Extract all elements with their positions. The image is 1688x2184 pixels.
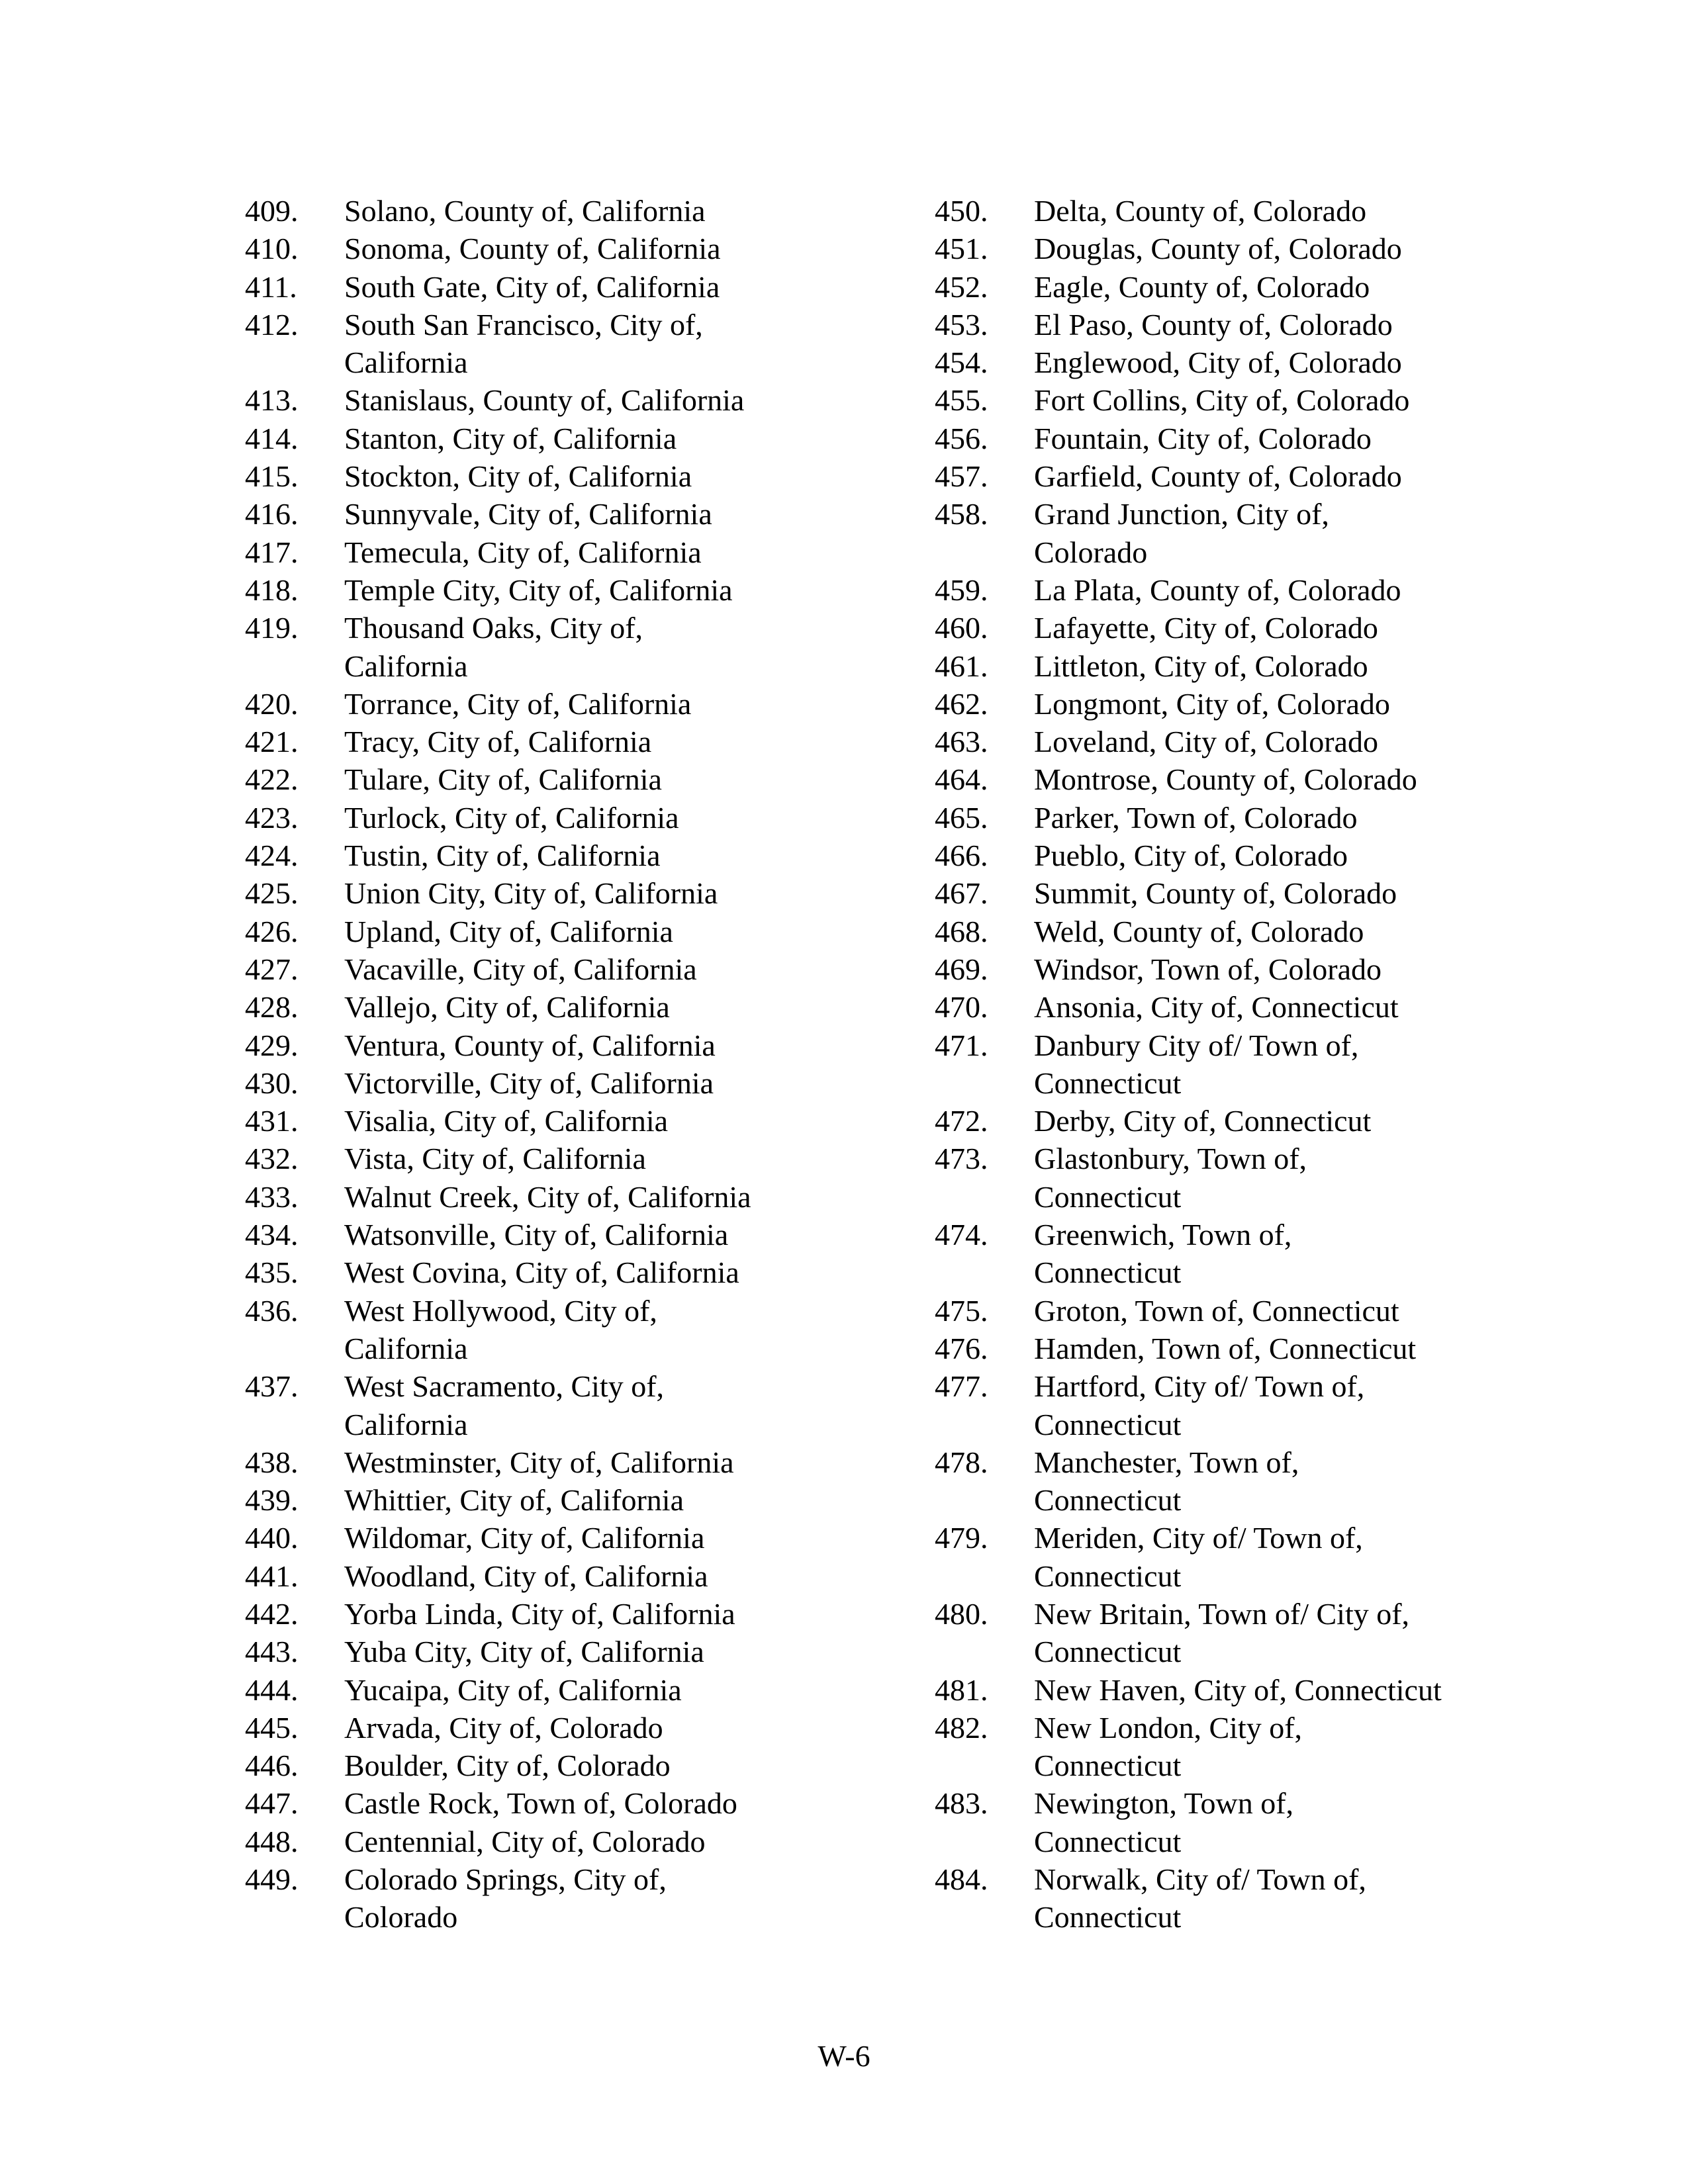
- list-item: [245, 1709, 827, 1747]
- list-item: [245, 1671, 827, 1709]
- list-item: [245, 1747, 827, 1784]
- item-number: 412.: [245, 307, 299, 341]
- list-item: [245, 1595, 827, 1633]
- item-text: Upland, City of, California: [344, 914, 673, 948]
- item-number: 425.: [245, 876, 299, 911]
- list-item: [935, 420, 1517, 457]
- list-item: [245, 760, 827, 798]
- list-item: [935, 1671, 1517, 1709]
- list-item: [935, 837, 1517, 874]
- item-text: New Haven, City of, Connecticut: [1034, 1672, 1442, 1707]
- item-text: Vacaville, City of, California: [344, 952, 697, 986]
- item-number: 431.: [245, 1104, 299, 1138]
- item-text: Summit, County of, Colorado: [1034, 876, 1397, 911]
- list-item: [245, 1633, 827, 1670]
- item-text: Manchester, Town of, Connecticut: [1034, 1445, 1299, 1518]
- item-text: Montrose, County of, Colorado: [1034, 762, 1417, 797]
- item-text: Sunnyvale, City of, California: [344, 497, 712, 531]
- item-number: 470.: [935, 990, 988, 1024]
- item-number: 411.: [245, 269, 297, 304]
- item-number: 473.: [935, 1142, 988, 1176]
- item-number: 449.: [245, 1862, 299, 1897]
- list-item: [245, 988, 827, 1026]
- item-text: Arvada, City of, Colorado: [344, 1710, 663, 1745]
- item-text: Ventura, County of, California: [344, 1028, 716, 1062]
- list-item: [245, 1481, 827, 1519]
- item-number: 445.: [245, 1710, 299, 1745]
- item-text: Glastonbury, Town of, Connecticut: [1034, 1142, 1307, 1214]
- item-number: 436.: [245, 1293, 299, 1328]
- list-item: [245, 1367, 827, 1443]
- item-text: West Sacramento, City of, California: [344, 1369, 665, 1441]
- item-text: Centennial, City of, Colorado: [344, 1824, 706, 1858]
- item-number: 415.: [245, 459, 299, 494]
- item-number: 422.: [245, 762, 299, 797]
- item-text: Victorville, City of, California: [344, 1066, 714, 1100]
- item-number: 448.: [245, 1824, 299, 1858]
- item-text: Wildomar, City of, California: [344, 1521, 705, 1555]
- item-text: El Paso, County of, Colorado: [1034, 307, 1393, 341]
- item-number: 438.: [245, 1445, 299, 1479]
- list-item: [245, 1557, 827, 1595]
- list-item: [245, 1178, 827, 1216]
- item-number: 432.: [245, 1142, 299, 1176]
- item-number: 484.: [935, 1862, 988, 1897]
- list-item: [935, 1595, 1517, 1671]
- item-number: 444.: [245, 1672, 299, 1707]
- item-number: 414.: [245, 421, 299, 455]
- item-text: Hartford, City of/ Town of, Connecticut: [1034, 1369, 1365, 1441]
- list-item: [935, 1784, 1517, 1860]
- item-number: 483.: [935, 1786, 988, 1821]
- item-text: Danbury City of/ Town of, Connecticut: [1034, 1028, 1359, 1100]
- list-item: [245, 837, 827, 874]
- list-item: [245, 1216, 827, 1253]
- item-number: 439.: [245, 1483, 299, 1518]
- list-item: [245, 950, 827, 988]
- item-text: Solano, County of, California: [344, 194, 706, 228]
- list-item: [935, 723, 1517, 760]
- item-text: Tracy, City of, California: [344, 725, 652, 759]
- item-text: New Britain, Town of/ City of, Connecticut: [1034, 1596, 1410, 1669]
- list-item: [935, 1519, 1517, 1595]
- item-text: Weld, County of, Colorado: [1034, 914, 1364, 948]
- item-text: Lafayette, City of, Colorado: [1034, 611, 1378, 645]
- item-number: 462.: [935, 686, 988, 721]
- item-text: Ansonia, City of, Connecticut: [1034, 990, 1399, 1024]
- item-text: Stockton, City of, California: [344, 459, 692, 494]
- item-text: South Gate, City of, California: [344, 269, 720, 304]
- list-item: [935, 495, 1517, 571]
- list-item: [245, 1292, 827, 1368]
- item-text: Fort Collins, City of, Colorado: [1034, 383, 1410, 418]
- list-item: [245, 230, 827, 267]
- item-number: 466.: [935, 839, 988, 873]
- item-text: Groton, Town of, Connecticut: [1034, 1293, 1399, 1328]
- item-text: La Plata, County of, Colorado: [1034, 572, 1401, 607]
- item-number: 447.: [245, 1786, 299, 1821]
- list-item: [935, 760, 1517, 798]
- item-number: 469.: [935, 952, 988, 986]
- item-text: Newington, Town of, Connecticut: [1034, 1786, 1294, 1858]
- item-number: 410.: [245, 232, 299, 266]
- item-text: Windsor, Town of, Colorado: [1034, 952, 1382, 986]
- item-text: Loveland, City of, Colorado: [1034, 725, 1378, 759]
- item-number: 441.: [245, 1559, 299, 1593]
- item-text: Norwalk, City of/ Town of, Connecticut: [1034, 1862, 1366, 1934]
- list-item: [935, 268, 1517, 306]
- item-number: 419.: [245, 611, 299, 645]
- item-text: Yucaipa, City of, California: [344, 1672, 682, 1707]
- list-item: [245, 1823, 827, 1860]
- item-number: 452.: [935, 269, 988, 304]
- item-text: Colorado Springs, City of, Colorado: [344, 1862, 667, 1934]
- item-number: 418.: [245, 572, 299, 607]
- item-number: 478.: [935, 1445, 988, 1479]
- list-item: [935, 874, 1517, 912]
- item-text: Union City, City of, California: [344, 876, 718, 911]
- item-number: 450.: [935, 194, 988, 228]
- item-number: 428.: [245, 990, 299, 1024]
- item-text: Fountain, City of, Colorado: [1034, 421, 1372, 455]
- item-text: Temple City, City of, California: [344, 572, 733, 607]
- item-number: 482.: [935, 1710, 988, 1745]
- item-number: 468.: [935, 914, 988, 948]
- item-number: 420.: [245, 686, 299, 721]
- item-text: Woodland, City of, California: [344, 1559, 708, 1593]
- list-item: [935, 988, 1517, 1026]
- item-number: 446.: [245, 1749, 299, 1783]
- item-number: 433.: [245, 1179, 299, 1214]
- list-item: [935, 192, 1517, 230]
- item-text: Thousand Oaks, City of, California: [344, 611, 643, 683]
- item-text: Parker, Town of, Colorado: [1034, 800, 1358, 835]
- list-item: [245, 1102, 827, 1140]
- list-item: [935, 381, 1517, 419]
- item-text: Greenwich, Town of, Connecticut: [1034, 1218, 1292, 1290]
- item-text: New London, City of, Connecticut: [1034, 1710, 1303, 1783]
- list-item: [245, 306, 827, 382]
- item-number: 417.: [245, 535, 299, 569]
- list-item: [245, 1443, 827, 1481]
- item-text: Douglas, County of, Colorado: [1034, 232, 1402, 266]
- item-text: Littleton, City of, Colorado: [1034, 649, 1368, 683]
- list-item: [245, 1860, 827, 1936]
- item-number: 443.: [245, 1635, 299, 1669]
- item-text: Longmont, City of, Colorado: [1034, 686, 1390, 721]
- item-number: 424.: [245, 839, 299, 873]
- item-number: 426.: [245, 914, 299, 948]
- item-number: 458.: [935, 497, 988, 531]
- item-text: West Covina, City of, California: [344, 1255, 739, 1290]
- item-number: 460.: [935, 611, 988, 645]
- item-number: 481.: [935, 1672, 988, 1707]
- item-text: Yuba City, City of, California: [344, 1635, 704, 1669]
- list-item: [245, 1026, 827, 1064]
- list-item: [245, 1784, 827, 1822]
- item-text: Meriden, City of/ Town of, Connecticut: [1034, 1521, 1363, 1593]
- item-number: 421.: [245, 725, 299, 759]
- list-item: [935, 343, 1517, 381]
- item-number: 477.: [935, 1369, 988, 1404]
- list-item: [245, 913, 827, 950]
- item-text: Boulder, City of, Colorado: [344, 1749, 671, 1783]
- list-item: [245, 723, 827, 760]
- list-item: [935, 1367, 1517, 1443]
- item-number: 453.: [935, 307, 988, 341]
- item-text: Westminster, City of, California: [344, 1445, 734, 1479]
- item-number: 464.: [935, 762, 988, 797]
- list-item: [935, 1330, 1517, 1367]
- list-item: [245, 457, 827, 495]
- item-text: Englewood, City of, Colorado: [1034, 345, 1402, 380]
- list-item: [245, 192, 827, 230]
- list-item: [245, 1519, 827, 1557]
- item-text: Grand Junction, City of, Colorado: [1034, 497, 1329, 569]
- item-number: 423.: [245, 800, 299, 835]
- list-item: [245, 571, 827, 609]
- list-item: [935, 1216, 1517, 1292]
- list-item: [935, 950, 1517, 988]
- item-number: 456.: [935, 421, 988, 455]
- item-text: Sonoma, County of, California: [344, 232, 721, 266]
- left-column-list: [245, 192, 827, 1936]
- list-item: [245, 381, 827, 419]
- item-number: 479.: [935, 1521, 988, 1555]
- item-number: 427.: [245, 952, 299, 986]
- item-text: Vallejo, City of, California: [344, 990, 670, 1024]
- list-item: [245, 1140, 827, 1177]
- list-item: [245, 609, 827, 685]
- item-number: 463.: [935, 725, 988, 759]
- item-text: Hamden, Town of, Connecticut: [1034, 1331, 1417, 1365]
- list-item: [935, 799, 1517, 837]
- item-number: 434.: [245, 1218, 299, 1252]
- item-number: 416.: [245, 497, 299, 531]
- item-number: 461.: [935, 649, 988, 683]
- list-item: [935, 1026, 1517, 1103]
- item-text: Temecula, City of, California: [344, 535, 702, 569]
- item-text: Watsonville, City of, California: [344, 1218, 729, 1252]
- item-number: 459.: [935, 572, 988, 607]
- item-number: 429.: [245, 1028, 299, 1062]
- page-number: W-6: [818, 2039, 870, 2073]
- item-number: 435.: [245, 1255, 299, 1290]
- list-item: [245, 1064, 827, 1102]
- item-number: 451.: [935, 232, 988, 266]
- item-text: Castle Rock, Town of, Colorado: [344, 1786, 737, 1821]
- list-item: [935, 647, 1517, 685]
- item-text: Tustin, City of, California: [344, 839, 661, 873]
- item-number: 413.: [245, 383, 299, 418]
- item-text: Pueblo, City of, Colorado: [1034, 839, 1348, 873]
- list-item: [245, 495, 827, 533]
- item-number: 471.: [935, 1028, 988, 1062]
- item-number: 442.: [245, 1596, 299, 1631]
- item-text: Walnut Creek, City of, California: [344, 1179, 751, 1214]
- item-number: 409.: [245, 194, 299, 228]
- list-item: [245, 420, 827, 457]
- list-item: [935, 457, 1517, 495]
- item-number: 474.: [935, 1218, 988, 1252]
- item-number: 430.: [245, 1066, 299, 1100]
- right-column-list: [935, 192, 1517, 1936]
- item-text: Stanton, City of, California: [344, 421, 677, 455]
- list-item: [245, 874, 827, 912]
- list-item: [245, 1253, 827, 1291]
- list-item: [935, 306, 1517, 343]
- item-text: Stanislaus, County of, California: [344, 383, 745, 418]
- item-text: South San Francisco, City of, California: [344, 307, 703, 380]
- list-item: [245, 268, 827, 306]
- list-item: [245, 533, 827, 571]
- item-text: Vista, City of, California: [344, 1142, 646, 1176]
- list-item: [935, 1140, 1517, 1216]
- item-number: 455.: [935, 383, 988, 418]
- item-number: 476.: [935, 1331, 988, 1365]
- item-text: Visalia, City of, California: [344, 1104, 669, 1138]
- list-item: [935, 1709, 1517, 1785]
- list-item: [935, 1292, 1517, 1330]
- item-text: Tulare, City of, California: [344, 762, 662, 797]
- item-number: 454.: [935, 345, 988, 380]
- list-item: [935, 1443, 1517, 1520]
- item-number: 457.: [935, 459, 988, 494]
- item-text: Garfield, County of, Colorado: [1034, 459, 1402, 494]
- item-number: 480.: [935, 1596, 988, 1631]
- item-text: Eagle, County of, Colorado: [1034, 269, 1370, 304]
- list-item: [245, 799, 827, 837]
- item-number: 440.: [245, 1521, 299, 1555]
- list-item: [935, 609, 1517, 647]
- item-text: Derby, City of, Connecticut: [1034, 1104, 1372, 1138]
- item-text: Delta, County of, Colorado: [1034, 194, 1367, 228]
- list-item: [935, 230, 1517, 267]
- item-text: Turlock, City of, California: [344, 800, 679, 835]
- item-text: Yorba Linda, City of, California: [344, 1596, 735, 1631]
- item-number: 472.: [935, 1104, 988, 1138]
- item-text: Whittier, City of, California: [344, 1483, 684, 1518]
- list-item: [935, 685, 1517, 723]
- item-text: West Hollywood, City of, California: [344, 1293, 657, 1365]
- item-number: 475.: [935, 1293, 988, 1328]
- list-item: [935, 913, 1517, 950]
- list-item: [245, 685, 827, 723]
- item-text: Torrance, City of, California: [344, 686, 692, 721]
- item-number: 467.: [935, 876, 988, 911]
- list-item: [935, 1102, 1517, 1140]
- list-item: [935, 571, 1517, 609]
- item-number: 465.: [935, 800, 988, 835]
- item-number: 437.: [245, 1369, 299, 1404]
- list-item: [935, 1860, 1517, 1936]
